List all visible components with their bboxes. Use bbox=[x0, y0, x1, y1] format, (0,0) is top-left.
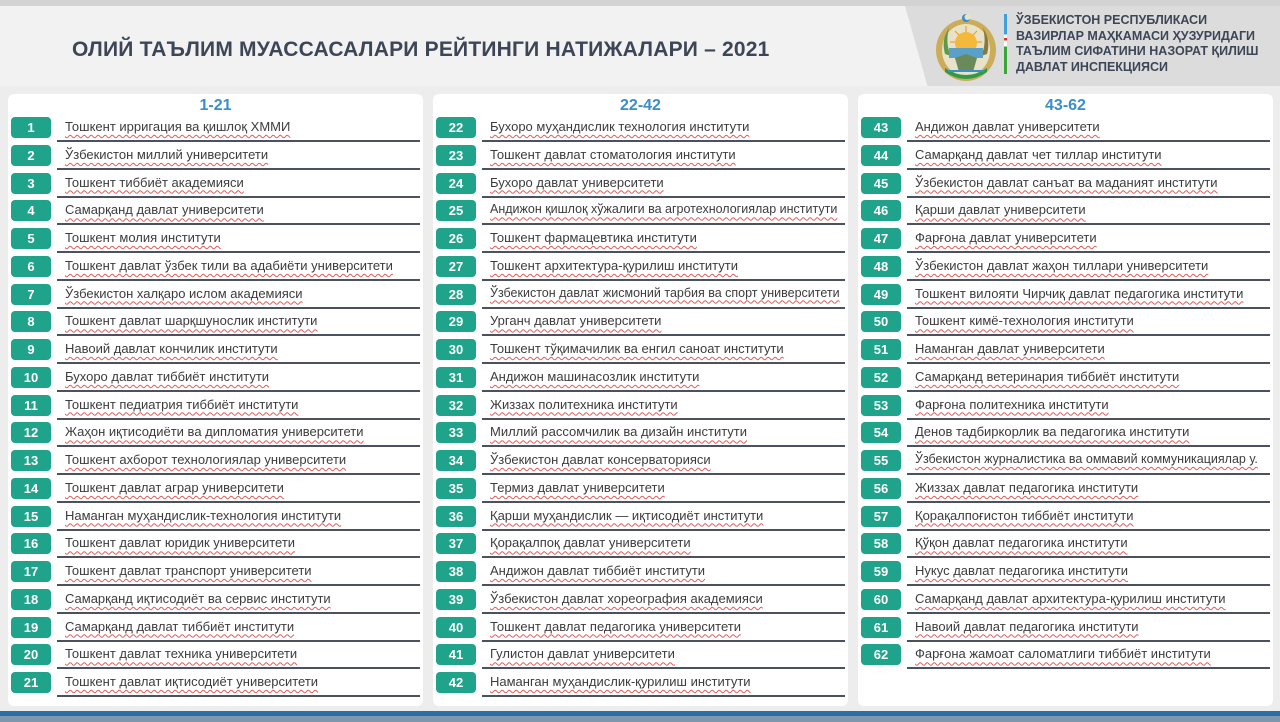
institution-name: Тошкент давлат педагогика университети bbox=[490, 618, 741, 634]
rank-badge: 38 bbox=[436, 561, 476, 582]
org-line: ТАЪЛИМ СИФАТИНИ НАЗОРАТ ҚИЛИШ bbox=[1016, 44, 1259, 58]
ranking-row bbox=[858, 339, 1273, 367]
state-emblem-icon bbox=[933, 10, 999, 84]
rank-badge: 23 bbox=[436, 145, 476, 166]
institution-name: Ўзбекистон давлат консерваторияси bbox=[490, 452, 711, 467]
rank-badge: 35 bbox=[436, 478, 476, 499]
ranking-row bbox=[858, 228, 1273, 256]
institution-name: Самарқанд давлат чет тиллар институти bbox=[915, 146, 1162, 162]
rank-badge: 24 bbox=[436, 173, 476, 194]
row-divider bbox=[907, 196, 1270, 198]
institution-name: Ўзбекистон журналистика ва оммавий коммуникациялар у. bbox=[915, 452, 1258, 466]
institution-name: Навоий давлат педагогика институти bbox=[915, 618, 1139, 634]
institution-name: Жиззах политехника институти bbox=[490, 396, 678, 412]
row-divider bbox=[482, 473, 845, 475]
institution-name: Қўқон давлат педагогика институти bbox=[915, 535, 1128, 551]
ranking-panel-43-62 bbox=[858, 94, 1273, 706]
rank-badge: 1 bbox=[11, 117, 51, 138]
rank-badge: 49 bbox=[861, 284, 901, 305]
ranking-row bbox=[8, 311, 423, 339]
ranking-row bbox=[433, 450, 848, 478]
ranking-row bbox=[858, 533, 1273, 561]
rank-badge: 53 bbox=[861, 395, 901, 416]
rank-badge: 32 bbox=[436, 395, 476, 416]
institution-name: Тошкент молия институти bbox=[65, 230, 221, 245]
row-divider bbox=[57, 418, 420, 420]
row-divider bbox=[482, 362, 845, 364]
footer-bar-lower bbox=[0, 716, 1280, 722]
ranking-row bbox=[858, 284, 1273, 312]
rank-badge: 34 bbox=[436, 450, 476, 471]
institution-name: Тошкент фармацевтика институти bbox=[490, 230, 697, 245]
row-divider bbox=[907, 584, 1270, 586]
row-divider bbox=[57, 667, 420, 669]
row-divider bbox=[907, 251, 1270, 253]
institution-name: Тошкент педиатрия тиббиёт институти bbox=[65, 396, 299, 412]
rank-badge: 37 bbox=[436, 533, 476, 554]
ranking-row bbox=[8, 256, 423, 284]
rank-badge: 48 bbox=[861, 256, 901, 277]
row-divider bbox=[482, 418, 845, 420]
rank-badge: 29 bbox=[436, 311, 476, 332]
rank-badge: 19 bbox=[11, 617, 51, 638]
row-divider bbox=[907, 334, 1270, 336]
ranking-row bbox=[858, 478, 1273, 506]
rank-badge: 51 bbox=[861, 339, 901, 360]
institution-name: Қорақалпоғистон тиббиёт институти bbox=[915, 507, 1134, 523]
institution-name: Тошкент давлат стоматология институти bbox=[490, 146, 736, 162]
institution-name: Бухоро муҳандислик технология институти bbox=[490, 119, 750, 134]
ranking-row bbox=[433, 117, 848, 145]
rank-badge: 56 bbox=[861, 478, 901, 499]
institution-name: Самарқанд ветеринария тиббиёт институти bbox=[915, 368, 1180, 384]
institution-name: Навоий давлат кончилик институти bbox=[65, 341, 278, 356]
row-divider bbox=[57, 612, 420, 614]
row-divider bbox=[482, 445, 845, 447]
rank-badge: 7 bbox=[11, 284, 51, 305]
rank-badge: 55 bbox=[861, 450, 901, 471]
institution-name: Тошкент тиббиёт академияси bbox=[65, 174, 244, 190]
institution-name: Наманган муҳандислик-қурилиш институти bbox=[490, 674, 751, 689]
ranking-row bbox=[8, 173, 423, 201]
rank-badge: 12 bbox=[11, 422, 51, 443]
institution-name: Самарқанд давлат тиббиёт институти bbox=[65, 618, 295, 634]
institution-name: Денов тадбиркорлик ва педагогика институти bbox=[915, 424, 1190, 440]
rank-badge: 21 bbox=[11, 672, 51, 693]
institution-name: Самарқанд иқтисодиёт ва сервис институти bbox=[65, 590, 331, 606]
institution-name: Тошкент давлат ўзбек тили ва адабиёти университети bbox=[65, 257, 393, 273]
row-divider bbox=[907, 501, 1270, 503]
institution-name: Андижон давлат университети bbox=[915, 119, 1100, 134]
ranking-row bbox=[858, 200, 1273, 228]
ranking-row bbox=[8, 561, 423, 589]
row-divider bbox=[482, 223, 845, 225]
ranking-row bbox=[858, 117, 1273, 145]
page-title: ОЛИЙ ТАЪЛИМ МУАССАСАЛАРИ РЕЙТИНГИ НАТИЖАЛАРИ – 2021 bbox=[72, 38, 770, 61]
institution-name: Тошкент давлат аграр университети bbox=[65, 479, 284, 495]
ranking-row bbox=[433, 589, 848, 617]
institution-name: Тошкент давлат техника университети bbox=[65, 646, 298, 662]
institution-name: Ўзбекистон миллий университети bbox=[65, 146, 269, 162]
rank-badge: 59 bbox=[861, 561, 901, 582]
ranking-row bbox=[858, 256, 1273, 284]
row-divider bbox=[57, 223, 420, 225]
rank-badge: 10 bbox=[11, 367, 51, 388]
row-divider bbox=[482, 140, 845, 142]
institution-name: Қарши муҳандислик — иқтисодиёт институти bbox=[490, 507, 764, 523]
rank-badge: 5 bbox=[11, 228, 51, 249]
institution-name: Қорақалпоқ давлат университети bbox=[490, 535, 691, 551]
ranking-row bbox=[8, 228, 423, 256]
rank-badge: 9 bbox=[11, 339, 51, 360]
rank-badge: 13 bbox=[11, 450, 51, 471]
row-divider bbox=[57, 196, 420, 198]
rank-badge: 27 bbox=[436, 256, 476, 277]
row-divider bbox=[482, 168, 845, 170]
rank-badge: 42 bbox=[436, 672, 476, 693]
rank-badge: 58 bbox=[861, 533, 901, 554]
rank-badge: 46 bbox=[861, 200, 901, 221]
institution-name: Бухоро давлат университети bbox=[490, 174, 664, 190]
rank-badge: 50 bbox=[861, 311, 901, 332]
row-divider bbox=[482, 640, 845, 642]
row-divider bbox=[907, 473, 1270, 475]
rank-badge: 44 bbox=[861, 145, 901, 166]
org-line: ВАЗИРЛАР МАҲКАМАСИ ҲУЗУРИДАГИ bbox=[1016, 28, 1256, 43]
ranking-row bbox=[858, 145, 1273, 173]
organization-name bbox=[1016, 13, 1258, 75]
ranking-row bbox=[8, 117, 423, 145]
ranking-row bbox=[433, 339, 848, 367]
row-divider bbox=[57, 279, 420, 281]
institution-name: Нукус давлат педагогика институти bbox=[915, 563, 1128, 578]
ranking-row bbox=[8, 506, 423, 534]
institution-name: Термиз давлат университети bbox=[490, 479, 665, 495]
ranking-row bbox=[8, 395, 423, 423]
ranking-row bbox=[8, 200, 423, 228]
ranking-row bbox=[433, 617, 848, 645]
row-divider bbox=[907, 223, 1270, 225]
row-divider bbox=[57, 307, 420, 309]
row-divider bbox=[482, 334, 845, 336]
rank-badge: 36 bbox=[436, 506, 476, 527]
institution-name: Андижон давлат тиббиёт институти bbox=[490, 563, 706, 578]
ranking-row bbox=[858, 173, 1273, 201]
rank-badge: 14 bbox=[11, 478, 51, 499]
rank-badge: 2 bbox=[11, 145, 51, 166]
rank-badge: 43 bbox=[861, 117, 901, 138]
institution-name: Жаҳон иқтисодиёти ва дипломатия университети bbox=[65, 424, 364, 440]
institution-name: Тошкент давлат иқтисодиёт университети bbox=[65, 674, 319, 689]
institution-name: Ўзбекистон давлат жаҳон тиллари университети bbox=[915, 257, 1209, 273]
ranking-row bbox=[8, 422, 423, 450]
row-divider bbox=[907, 140, 1270, 142]
ranking-row bbox=[8, 617, 423, 645]
rank-badge: 61 bbox=[861, 617, 901, 638]
rank-badge: 28 bbox=[436, 284, 476, 305]
rank-badge: 4 bbox=[11, 200, 51, 221]
ranking-row bbox=[858, 617, 1273, 645]
ranking-panel-22-42 bbox=[433, 94, 848, 706]
rank-badge: 6 bbox=[11, 256, 51, 277]
row-divider bbox=[482, 529, 845, 531]
ranking-row bbox=[8, 589, 423, 617]
ranking-row bbox=[433, 506, 848, 534]
ranking-row bbox=[8, 339, 423, 367]
rank-badge: 60 bbox=[861, 589, 901, 610]
rank-badge: 47 bbox=[861, 228, 901, 249]
rank-badge: 30 bbox=[436, 339, 476, 360]
row-divider bbox=[482, 390, 845, 392]
rank-badge: 26 bbox=[436, 228, 476, 249]
rank-badge: 41 bbox=[436, 644, 476, 665]
row-divider bbox=[907, 556, 1270, 558]
institution-name: Тошкент архитектура-қурилиш институти bbox=[490, 257, 738, 273]
ranking-row bbox=[433, 145, 848, 173]
institution-name: Самарқанд давлат университети bbox=[65, 202, 264, 218]
row-divider bbox=[482, 612, 845, 614]
institution-name: Наманган давлат университети bbox=[915, 341, 1105, 356]
row-divider bbox=[57, 168, 420, 170]
ranking-row bbox=[433, 395, 848, 423]
row-divider bbox=[907, 418, 1270, 420]
rank-badge: 45 bbox=[861, 173, 901, 194]
org-line: ЎЗБЕКИСТОН РЕСПУБЛИКАСИ bbox=[1016, 13, 1208, 27]
ranking-row bbox=[858, 450, 1273, 478]
row-divider bbox=[57, 362, 420, 364]
rank-badge: 11 bbox=[11, 395, 51, 416]
row-divider bbox=[907, 667, 1270, 669]
panel-title: 22-42 bbox=[620, 97, 661, 114]
rank-badge: 54 bbox=[861, 422, 901, 443]
ranking-row bbox=[8, 672, 423, 700]
institution-name: Тошкент ирригация ва қишлоқ ХММИ bbox=[65, 119, 291, 134]
row-divider bbox=[57, 390, 420, 392]
ranking-row bbox=[433, 228, 848, 256]
row-divider bbox=[57, 473, 420, 475]
rank-badge: 39 bbox=[436, 589, 476, 610]
ranking-row bbox=[8, 145, 423, 173]
ranking-panel-1-21 bbox=[8, 94, 423, 706]
row-divider bbox=[907, 640, 1270, 642]
institution-name: Фарғона жамоат саломатлиги тиббиёт институти bbox=[915, 646, 1211, 662]
rank-badge: 20 bbox=[11, 644, 51, 665]
ranking-row bbox=[433, 256, 848, 284]
institution-name: Ўзбекистон давлат санъат ва маданият институти bbox=[915, 174, 1218, 190]
institution-name: Жиззах давлат педагогика институти bbox=[915, 479, 1139, 495]
rank-badge: 15 bbox=[11, 506, 51, 527]
ranking-row bbox=[858, 395, 1273, 423]
institution-name: Андижон қишлоқ хўжалиги ва агротехнологиялар институти bbox=[490, 202, 838, 217]
ranking-row bbox=[858, 311, 1273, 339]
rank-badge: 16 bbox=[11, 533, 51, 554]
institution-name: Фарғона политехника институти bbox=[915, 396, 1109, 412]
ranking-row bbox=[433, 561, 848, 589]
ranking-row bbox=[858, 589, 1273, 617]
rank-badge: 33 bbox=[436, 422, 476, 443]
institution-name: Урганч давлат университети bbox=[490, 313, 662, 329]
institution-name: Миллий рассомчилик ва дизайн институти bbox=[490, 424, 748, 440]
ranking-row bbox=[858, 422, 1273, 450]
rank-badge: 18 bbox=[11, 589, 51, 610]
ranking-row bbox=[858, 367, 1273, 395]
row-divider bbox=[57, 251, 420, 253]
ranking-row bbox=[433, 672, 848, 700]
row-divider bbox=[907, 445, 1270, 447]
row-divider bbox=[482, 695, 845, 697]
ranking-row bbox=[433, 533, 848, 561]
rank-badge: 8 bbox=[11, 311, 51, 332]
institution-name: Ўзбекистон давлат жисмоний тарбия ва спорт университети bbox=[490, 285, 840, 300]
institution-name: Тошкент давлат транспорт университети bbox=[65, 563, 312, 578]
ranking-row bbox=[433, 644, 848, 672]
row-divider bbox=[57, 140, 420, 142]
org-line: ДАВЛАТ ИНСПЕКЦИЯСИ bbox=[1016, 59, 1169, 74]
ranking-row bbox=[8, 533, 423, 561]
row-divider bbox=[482, 556, 845, 558]
institution-name: Тошкент ахборот технологиялар университети bbox=[65, 452, 347, 467]
row-divider bbox=[57, 334, 420, 336]
flag-stripe bbox=[1004, 14, 1007, 74]
row-divider bbox=[57, 556, 420, 558]
row-divider bbox=[57, 695, 420, 697]
institution-name: Тошкент кимё-технология институти bbox=[915, 313, 1134, 329]
panel-title: 43-62 bbox=[1045, 97, 1086, 114]
row-divider bbox=[907, 279, 1270, 281]
row-divider bbox=[907, 612, 1270, 614]
ranking-row bbox=[433, 284, 848, 312]
row-divider bbox=[482, 251, 845, 253]
institution-name: Қарши давлат университети bbox=[915, 202, 1086, 218]
row-divider bbox=[907, 390, 1270, 392]
ranking-row bbox=[433, 200, 848, 228]
row-divider bbox=[907, 529, 1270, 531]
institution-name: Наманган муҳандислик-технология институти bbox=[65, 507, 342, 523]
institution-name: Гулистон давлат университети bbox=[490, 646, 675, 662]
institution-name: Тошкент вилояти Чирчиқ давлат педагогика институти bbox=[915, 285, 1244, 301]
row-divider bbox=[907, 168, 1270, 170]
ranking-row bbox=[8, 644, 423, 672]
institution-name: Ўзбекистон халқаро ислом академияси bbox=[65, 285, 303, 301]
ranking-row bbox=[433, 422, 848, 450]
rank-badge: 17 bbox=[11, 561, 51, 582]
ranking-row bbox=[8, 478, 423, 506]
ranking-row bbox=[858, 644, 1273, 672]
rank-badge: 57 bbox=[861, 506, 901, 527]
ranking-row bbox=[8, 367, 423, 395]
row-divider bbox=[907, 307, 1270, 309]
row-divider bbox=[57, 445, 420, 447]
institution-name: Тошкент тўқимачилик ва енгил саноат институти bbox=[490, 341, 784, 356]
institution-name: Фарғона давлат университети bbox=[915, 230, 1097, 245]
row-divider bbox=[57, 501, 420, 503]
institution-name: Бухоро давлат тиббиёт институти bbox=[65, 368, 270, 384]
row-divider bbox=[482, 307, 845, 309]
rank-badge: 62 bbox=[861, 644, 901, 665]
institution-name: Самарқанд давлат архитектура-қурилиш институти bbox=[915, 590, 1226, 606]
institution-name: Тошкент давлат юридик университети bbox=[65, 535, 296, 551]
row-divider bbox=[57, 529, 420, 531]
rank-badge: 52 bbox=[861, 367, 901, 388]
ranking-row bbox=[433, 173, 848, 201]
rank-badge: 22 bbox=[436, 117, 476, 138]
row-divider bbox=[482, 584, 845, 586]
ranking-row bbox=[8, 450, 423, 478]
ranking-row bbox=[433, 478, 848, 506]
institution-name: Тошкент давлат шарқшунослик институти bbox=[65, 313, 318, 329]
institution-name: Андижон машинасозлик институти bbox=[490, 368, 700, 384]
rank-badge: 31 bbox=[436, 367, 476, 388]
ranking-row bbox=[433, 311, 848, 339]
row-divider bbox=[907, 362, 1270, 364]
row-divider bbox=[57, 640, 420, 642]
panel-title: 1-21 bbox=[199, 97, 232, 114]
row-divider bbox=[482, 501, 845, 503]
row-divider bbox=[482, 667, 845, 669]
ranking-row bbox=[8, 284, 423, 312]
ranking-row bbox=[858, 506, 1273, 534]
rank-badge: 40 bbox=[436, 617, 476, 638]
rank-badge: 25 bbox=[436, 200, 476, 221]
ranking-row bbox=[433, 367, 848, 395]
row-divider bbox=[482, 279, 845, 281]
row-divider bbox=[482, 196, 845, 198]
institution-name: Ўзбекистон давлат хореография академияси bbox=[490, 590, 763, 606]
row-divider bbox=[57, 584, 420, 586]
rank-badge: 3 bbox=[11, 173, 51, 194]
ranking-row bbox=[858, 561, 1273, 589]
